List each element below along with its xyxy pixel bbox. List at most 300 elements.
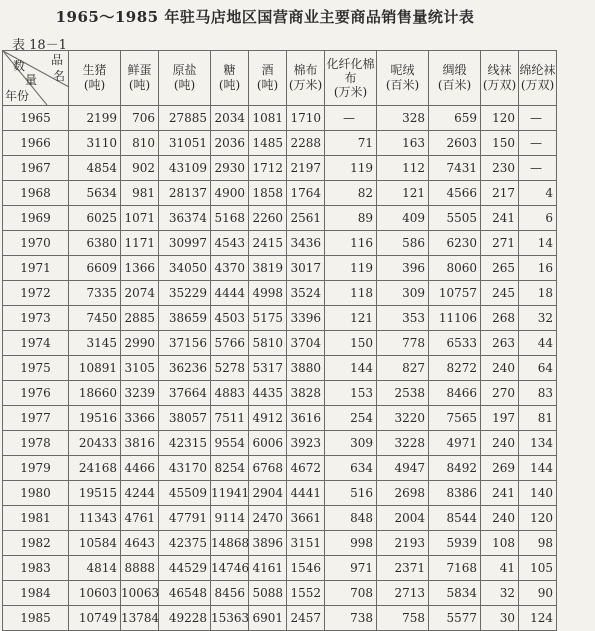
value-cell: 116 [325, 231, 377, 256]
value-cell: 47791 [159, 506, 211, 531]
value-cell: 4503 [211, 306, 249, 331]
table-row [3, 331, 595, 356]
value-cell: 4814 [69, 556, 121, 581]
value-cell: 41 [481, 556, 519, 581]
value-cell: 4444 [211, 281, 249, 306]
value-cell: 1764 [287, 181, 325, 206]
value-cell: 516 [325, 481, 377, 506]
table-row [3, 531, 595, 556]
table-row [3, 431, 595, 456]
value-cell: 241 [481, 206, 519, 231]
value-cell: 2470 [249, 506, 287, 531]
value-cell: 634 [325, 456, 377, 481]
column-unit: (吨) [128, 78, 151, 92]
value-cell: 81 [519, 406, 557, 431]
value-cell: 4466 [121, 456, 159, 481]
value-cell: 6533 [429, 331, 481, 356]
year-cell: 1968 [3, 181, 69, 206]
value-cell: 4947 [377, 456, 429, 481]
value-cell: 3145 [69, 331, 121, 356]
value-cell: 5834 [429, 581, 481, 606]
value-cell: 3524 [287, 281, 325, 306]
value-cell: 271 [481, 231, 519, 256]
value-cell: 3819 [249, 256, 287, 281]
value-cell: 7511 [211, 406, 249, 431]
value-cell: 4643 [121, 531, 159, 556]
value-cell: 2990 [121, 331, 159, 356]
value-cell: 18 [519, 281, 557, 306]
value-cell: 30997 [159, 231, 211, 256]
value-cell: 4 [519, 181, 557, 206]
value-cell: 3661 [287, 506, 325, 531]
value-cell: 35229 [159, 281, 211, 306]
value-cell: 7565 [429, 406, 481, 431]
year-cell: 1981 [3, 506, 69, 531]
value-cell: 3896 [249, 531, 287, 556]
value-cell: 197 [481, 406, 519, 431]
column-name: 呢绒 [390, 63, 415, 77]
value-cell: 2885 [121, 306, 159, 331]
value-cell: 4998 [249, 281, 287, 306]
value-cell: — [519, 106, 557, 131]
column-header [325, 51, 377, 106]
column-unit: (吨) [256, 78, 279, 92]
value-cell: 4435 [249, 381, 287, 406]
value-cell: 163 [377, 131, 429, 156]
value-cell: 3220 [377, 406, 429, 431]
value-cell: 36236 [159, 356, 211, 381]
value-cell: 90 [519, 581, 557, 606]
value-cell: 2036 [211, 131, 249, 156]
value-cell: 1071 [121, 206, 159, 231]
value-cell: 11106 [429, 306, 481, 331]
value-cell: 4672 [287, 456, 325, 481]
value-cell: 3616 [287, 406, 325, 431]
value-cell: 10891 [69, 356, 121, 381]
value-cell: 902 [121, 156, 159, 181]
value-cell: 254 [325, 406, 377, 431]
value-cell: 140 [519, 481, 557, 506]
value-cell: 245 [481, 281, 519, 306]
value-cell: 240 [481, 356, 519, 381]
table-row [3, 456, 595, 481]
table-number: 表 18－1 [12, 38, 67, 53]
value-cell: 2260 [249, 206, 287, 231]
value-cell: 44 [519, 331, 557, 356]
value-cell: 738 [325, 606, 377, 631]
value-cell: 3436 [287, 231, 325, 256]
year-cell: 1977 [3, 406, 69, 431]
value-cell: 708 [325, 581, 377, 606]
value-cell: 8456 [211, 581, 249, 606]
value-cell: — [325, 106, 377, 131]
value-cell: 18660 [69, 381, 121, 406]
column-name: 棉布 [293, 63, 318, 77]
value-cell: 38659 [159, 306, 211, 331]
value-cell: 3151 [287, 531, 325, 556]
column-unit: (万米) [288, 78, 323, 92]
table-row [3, 181, 595, 206]
value-cell: 5634 [69, 181, 121, 206]
value-cell: 8466 [429, 381, 481, 406]
value-cell: 2371 [377, 556, 429, 581]
value-cell: 98 [519, 531, 557, 556]
value-cell: 36374 [159, 206, 211, 231]
value-cell: 8386 [429, 481, 481, 506]
value-cell: 89 [325, 206, 377, 231]
value-cell: 4761 [121, 506, 159, 531]
column-header [429, 51, 481, 106]
value-cell: 6006 [249, 431, 287, 456]
value-cell: 7431 [429, 156, 481, 181]
value-cell: 265 [481, 256, 519, 281]
value-cell: 15363 [211, 606, 249, 631]
column-unit: (万米) [333, 84, 368, 99]
value-cell: 1171 [121, 231, 159, 256]
value-cell: 44529 [159, 556, 211, 581]
value-cell: 6768 [249, 456, 287, 481]
value-cell: 2930 [211, 156, 249, 181]
table-row [3, 606, 595, 631]
value-cell: 32 [481, 581, 519, 606]
value-cell: 6 [519, 206, 557, 231]
value-cell: 124 [519, 606, 557, 631]
value-cell: 8060 [429, 256, 481, 281]
year-cell: 1978 [3, 431, 69, 456]
table-title: 1965～1985 年驻马店地区国营商业主要商品销售量统计表 [55, 8, 475, 26]
value-cell: 10757 [429, 281, 481, 306]
value-cell: 6609 [69, 256, 121, 281]
column-name: 绸缎 [442, 63, 467, 77]
value-cell: 83 [519, 381, 557, 406]
value-cell: 144 [519, 456, 557, 481]
value-cell: 270 [481, 381, 519, 406]
value-cell: 2193 [377, 531, 429, 556]
value-cell: 121 [325, 306, 377, 331]
sales-table [2, 50, 595, 631]
value-cell: 13784 [121, 606, 159, 631]
value-cell: 659 [429, 106, 481, 131]
table-body [3, 106, 595, 631]
value-cell: 2288 [287, 131, 325, 156]
value-cell: 1858 [249, 181, 287, 206]
table-row [3, 156, 595, 181]
year-cell: 1975 [3, 356, 69, 381]
year-cell: 1967 [3, 156, 69, 181]
value-cell: 3816 [121, 431, 159, 456]
table-row [3, 381, 595, 406]
value-cell: 3366 [121, 406, 159, 431]
corner-label-qty1: 数 [13, 59, 26, 73]
value-cell: 309 [325, 431, 377, 456]
value-cell: 9114 [211, 506, 249, 531]
value-cell: 5088 [249, 581, 287, 606]
value-cell: 3704 [287, 331, 325, 356]
column-header [481, 51, 519, 106]
value-cell: 5168 [211, 206, 249, 231]
value-cell: 119 [325, 256, 377, 281]
value-cell: 153 [325, 381, 377, 406]
year-cell: 1980 [3, 481, 69, 506]
table-row [3, 131, 595, 156]
value-cell: 309 [377, 281, 429, 306]
value-cell: 82 [325, 181, 377, 206]
column-header [69, 51, 121, 106]
value-cell: 758 [377, 606, 429, 631]
value-cell: 1552 [287, 581, 325, 606]
value-cell: 3828 [287, 381, 325, 406]
column-unit: (吨) [173, 78, 196, 92]
table-row [3, 356, 595, 381]
value-cell: 8272 [429, 356, 481, 381]
column-unit: (吨) [83, 78, 106, 92]
year-cell: 1965 [3, 106, 69, 131]
column-header [211, 51, 249, 106]
value-cell: 144 [325, 356, 377, 381]
value-cell: 45509 [159, 481, 211, 506]
value-cell: 217 [481, 181, 519, 206]
corner-label-qty2: 量 [25, 73, 38, 87]
column-header [287, 51, 325, 106]
year-cell: 1984 [3, 581, 69, 606]
value-cell: 5505 [429, 206, 481, 231]
column-header [249, 51, 287, 106]
value-cell: 38057 [159, 406, 211, 431]
value-cell: 1546 [287, 556, 325, 581]
value-cell: 16 [519, 256, 557, 281]
value-cell: 64 [519, 356, 557, 381]
value-cell: 4543 [211, 231, 249, 256]
corner-label-year: 年份 [5, 89, 30, 103]
value-cell: 778 [377, 331, 429, 356]
column-unit: (百米) [437, 78, 472, 92]
value-cell: 353 [377, 306, 429, 331]
value-cell: 230 [481, 156, 519, 181]
value-cell: 4161 [249, 556, 287, 581]
value-cell: 2713 [377, 581, 429, 606]
value-cell: 32 [519, 306, 557, 331]
table-row [3, 206, 595, 231]
value-cell: 7168 [429, 556, 481, 581]
column-name: 绵纶袜 [519, 63, 556, 77]
value-cell: 27885 [159, 106, 211, 131]
value-cell: 10063 [121, 581, 159, 606]
value-cell: 4370 [211, 256, 249, 281]
value-cell: 4566 [429, 181, 481, 206]
value-cell: 240 [481, 506, 519, 531]
value-cell: 5939 [429, 531, 481, 556]
value-cell: 5175 [249, 306, 287, 331]
value-cell: — [519, 156, 557, 181]
table-row [3, 406, 595, 431]
value-cell: 586 [377, 231, 429, 256]
table-row [3, 306, 595, 331]
value-cell: 6380 [69, 231, 121, 256]
column-header [159, 51, 211, 106]
year-cell: 1973 [3, 306, 69, 331]
value-cell: 827 [377, 356, 429, 381]
column-name: 糖 [223, 63, 236, 77]
column-name: 线袜 [487, 63, 512, 77]
value-cell: 9554 [211, 431, 249, 456]
value-cell: 14868 [211, 531, 249, 556]
value-cell: 5766 [211, 331, 249, 356]
value-cell: 4441 [287, 481, 325, 506]
year-cell: 1971 [3, 256, 69, 281]
year-cell: 1970 [3, 231, 69, 256]
value-cell: 269 [481, 456, 519, 481]
value-cell: 150 [481, 131, 519, 156]
value-cell: 19515 [69, 481, 121, 506]
value-cell: 2197 [287, 156, 325, 181]
value-cell: — [519, 131, 557, 156]
year-cell: 1985 [3, 606, 69, 631]
value-cell: 848 [325, 506, 377, 531]
value-cell: 4971 [429, 431, 481, 456]
value-cell: 328 [377, 106, 429, 131]
value-cell: 112 [377, 156, 429, 181]
column-unit: (万双) [482, 78, 517, 92]
table-row [3, 281, 595, 306]
value-cell: 706 [121, 106, 159, 131]
value-cell: 2538 [377, 381, 429, 406]
year-cell: 1972 [3, 281, 69, 306]
value-cell: 971 [325, 556, 377, 581]
value-cell: 810 [121, 131, 159, 156]
value-cell: 8888 [121, 556, 159, 581]
table-row [3, 256, 595, 281]
value-cell: 263 [481, 331, 519, 356]
value-cell: 118 [325, 281, 377, 306]
year-cell: 1974 [3, 331, 69, 356]
value-cell: 1710 [287, 106, 325, 131]
value-cell: 3239 [121, 381, 159, 406]
column-unit: (万双) [520, 78, 555, 92]
value-cell: 42315 [159, 431, 211, 456]
value-cell: 1712 [249, 156, 287, 181]
value-cell: 105 [519, 556, 557, 581]
corner-header [3, 51, 69, 106]
value-cell: 134 [519, 431, 557, 456]
value-cell: 1366 [121, 256, 159, 281]
value-cell: 1081 [249, 106, 287, 131]
table-row [3, 481, 595, 506]
column-name: 酒 [261, 63, 274, 77]
value-cell: 2004 [377, 506, 429, 531]
value-cell: 71 [325, 131, 377, 156]
value-cell: 37664 [159, 381, 211, 406]
value-cell: 10603 [69, 581, 121, 606]
value-cell: 11941 [211, 481, 249, 506]
value-cell: 5278 [211, 356, 249, 381]
value-cell: 120 [519, 506, 557, 531]
value-cell: 20433 [69, 431, 121, 456]
value-cell: 3923 [287, 431, 325, 456]
value-cell: 7450 [69, 306, 121, 331]
value-cell: 108 [481, 531, 519, 556]
value-cell: 28137 [159, 181, 211, 206]
column-header [121, 51, 159, 106]
value-cell: 2074 [121, 281, 159, 306]
value-cell: 268 [481, 306, 519, 331]
value-cell: 43109 [159, 156, 211, 181]
value-cell: 8254 [211, 456, 249, 481]
value-cell: 4883 [211, 381, 249, 406]
value-cell: 3228 [377, 431, 429, 456]
value-cell: 6025 [69, 206, 121, 231]
year-cell: 1979 [3, 456, 69, 481]
column-unit: (吨) [218, 78, 241, 92]
value-cell: 19516 [69, 406, 121, 431]
value-cell: 3396 [287, 306, 325, 331]
value-cell: 119 [325, 156, 377, 181]
value-cell: 37156 [159, 331, 211, 356]
value-cell: 2904 [249, 481, 287, 506]
value-cell: 121 [377, 181, 429, 206]
value-cell: 8544 [429, 506, 481, 531]
value-cell: 5577 [429, 606, 481, 631]
value-cell: 241 [481, 481, 519, 506]
value-cell: 34050 [159, 256, 211, 281]
value-cell: 2561 [287, 206, 325, 231]
year-cell: 1976 [3, 381, 69, 406]
corner-label-top: 品 [51, 53, 64, 67]
value-cell: 31051 [159, 131, 211, 156]
value-cell: 14746 [211, 556, 249, 581]
value-cell: 4854 [69, 156, 121, 181]
value-cell: 2698 [377, 481, 429, 506]
value-cell: 2457 [287, 606, 325, 631]
value-cell: 240 [481, 431, 519, 456]
value-cell: 42375 [159, 531, 211, 556]
value-cell: 3880 [287, 356, 325, 381]
value-cell: 3110 [69, 131, 121, 156]
value-cell: 11343 [69, 506, 121, 531]
value-cell: 2199 [69, 106, 121, 131]
value-cell: 8492 [429, 456, 481, 481]
corner-label-name: 名 [53, 69, 66, 83]
table-row [3, 231, 595, 256]
table-row [3, 556, 595, 581]
value-cell: 409 [377, 206, 429, 231]
value-cell: 7335 [69, 281, 121, 306]
column-unit: (百米) [385, 78, 420, 92]
value-cell: 3017 [287, 256, 325, 281]
column-name: 原盐 [172, 63, 197, 77]
year-cell: 1969 [3, 206, 69, 231]
value-cell: 6901 [249, 606, 287, 631]
value-cell: 14 [519, 231, 557, 256]
column-name: 鲜蛋 [127, 63, 152, 77]
table-row [3, 581, 595, 606]
value-cell: 120 [481, 106, 519, 131]
value-cell: 4900 [211, 181, 249, 206]
value-cell: 10749 [69, 606, 121, 631]
column-name: 生猪 [82, 63, 107, 77]
year-cell: 1982 [3, 531, 69, 556]
value-cell: 46548 [159, 581, 211, 606]
value-cell: 1485 [249, 131, 287, 156]
column-header [519, 51, 557, 106]
value-cell: 150 [325, 331, 377, 356]
value-cell: 4912 [249, 406, 287, 431]
value-cell: 2415 [249, 231, 287, 256]
table-row [3, 506, 595, 531]
value-cell: 30 [481, 606, 519, 631]
value-cell: 49228 [159, 606, 211, 631]
value-cell: 24168 [69, 456, 121, 481]
table-row [3, 106, 595, 131]
